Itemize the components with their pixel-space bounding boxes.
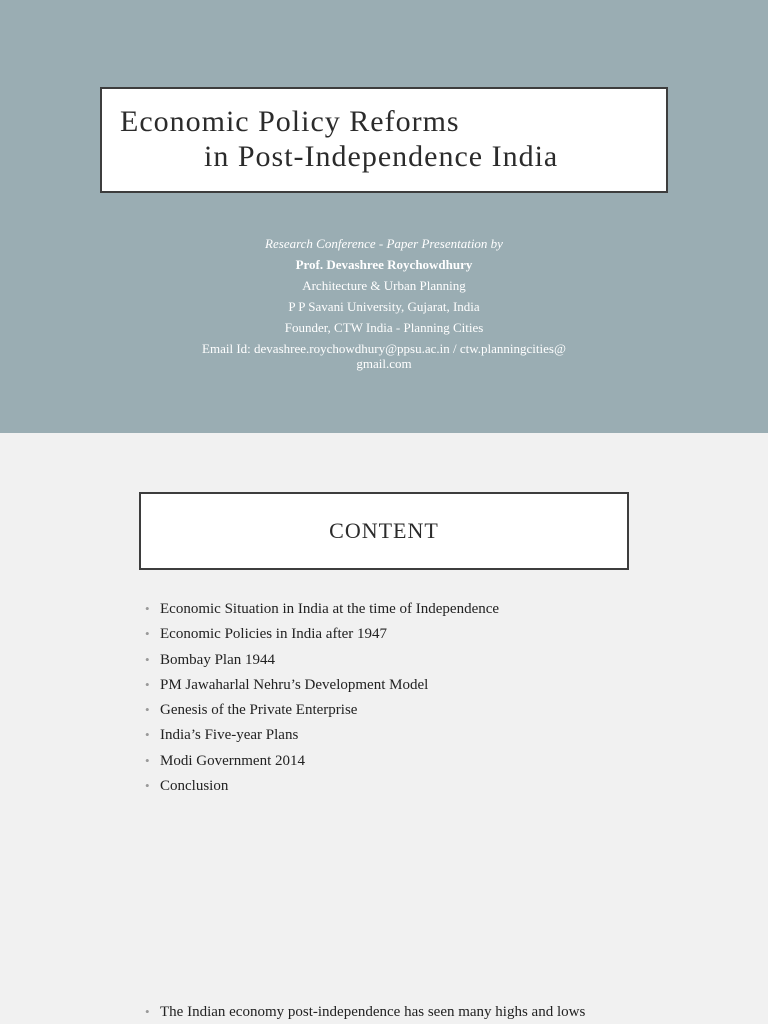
email-line-2: gmail.com	[356, 356, 412, 371]
toc-item: • PM Jawaharlal Nehru’s Development Model	[145, 676, 429, 693]
bullet-icon: •	[145, 778, 150, 794]
toc-item: • Bombay Plan 1944	[145, 651, 275, 668]
bullet-icon: •	[145, 676, 150, 692]
author-name: Prof. Devashree Roychowdhury	[295, 257, 473, 272]
toc-item: • Conclusion	[145, 778, 229, 795]
toc-item: • Genesis of the Private Enterprise	[145, 702, 358, 719]
bullet-icon: •	[145, 752, 150, 768]
bullet-icon: •	[145, 727, 150, 743]
bullet-icon: •	[145, 626, 150, 642]
presentation-title-line-1: Economic Policy Reforms	[120, 105, 460, 138]
toc-item: • Economic Policies in India after 1947	[145, 626, 388, 643]
content-heading: CONTENT	[329, 518, 439, 543]
bullet-icon: •	[145, 651, 150, 667]
founder-line: Founder, CTW India - Planning Cities	[284, 320, 484, 335]
presentation-intro: Research Conference - Paper Presentation by	[265, 236, 503, 251]
bullet-icon: •	[145, 702, 150, 718]
bullet-icon: •	[145, 1004, 150, 1019]
content-slide	[0, 433, 768, 1024]
email-block	[184, 341, 584, 371]
university: P P Savani University, Gujarat, India	[288, 299, 480, 314]
byline	[184, 233, 584, 371]
title-slide	[0, 0, 768, 433]
next-slide-first-line: • The Indian economy post-independence has seen many highs and lows	[145, 1004, 586, 1020]
content-heading-box	[139, 492, 629, 570]
email-line-1: Email Id: devashree.roychowdhury@ppsu.ac.in / ctw.planningcities@	[202, 341, 566, 356]
presentation-title-line-2: in Post-Independence India	[204, 140, 559, 173]
table-of-contents	[145, 601, 499, 803]
department: Architecture & Urban Planning	[302, 278, 466, 293]
toc-item: • Modi Government 2014	[145, 752, 305, 769]
bullet-icon: •	[145, 601, 150, 616]
toc-item: • India’s Five-year Plans	[145, 727, 299, 744]
title-box	[100, 87, 668, 193]
toc-item: • Economic Situation in India at the time of Independence	[145, 601, 500, 617]
